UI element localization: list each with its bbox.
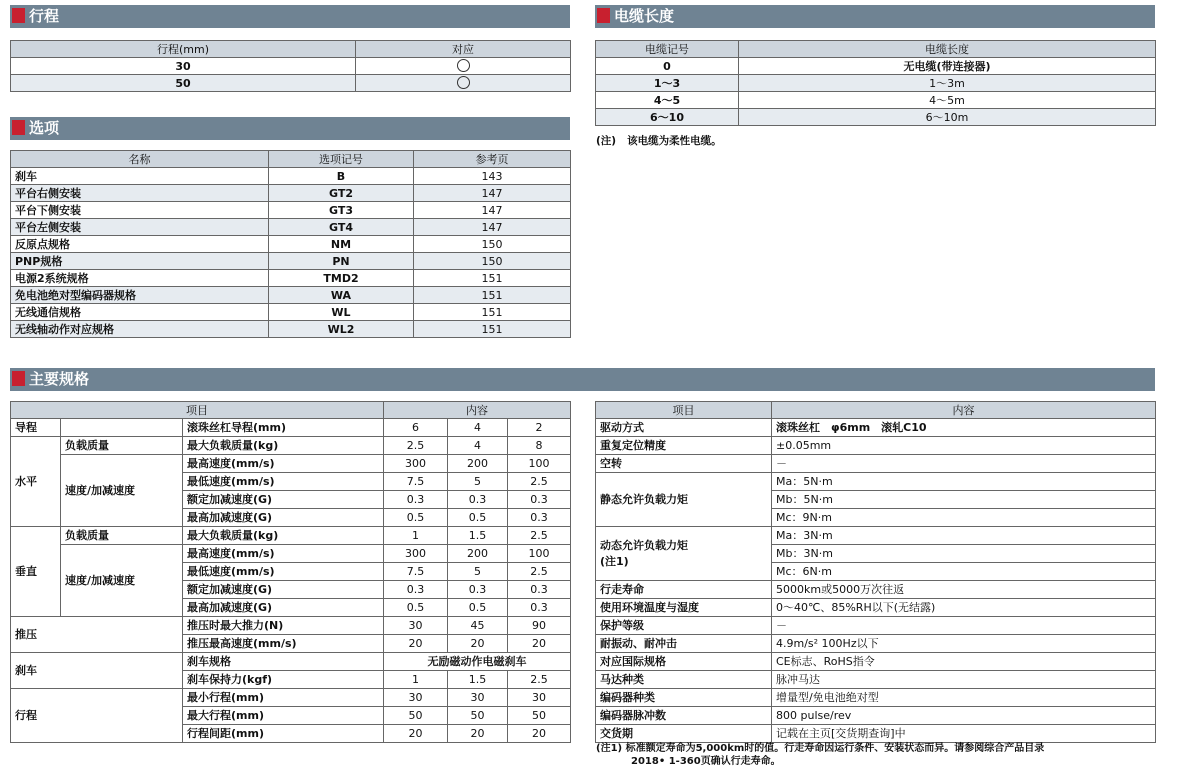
spec-item: 最高速度(mm/s) [183, 455, 384, 473]
spec-item: 重复定位精度 [596, 437, 772, 455]
spec-value: 800 pulse/rev [772, 707, 1156, 725]
spec-value: 1 [384, 527, 448, 545]
spec-item: 推压时最大推力(N) [183, 617, 384, 635]
spec-value: 20 [448, 725, 508, 743]
option-name: 无线轴动作对应规格 [11, 321, 269, 338]
spec-subgroup [61, 419, 183, 437]
spec-item: 驱动方式 [596, 419, 772, 437]
option-code: B [269, 168, 414, 185]
spec-value: 50 [384, 707, 448, 725]
spec-value: 20 [508, 635, 571, 653]
option-page: 150 [414, 253, 571, 270]
option-page: 151 [414, 304, 571, 321]
stroke-section-header: 行程 [10, 5, 570, 28]
spec-value: 0.3 [508, 599, 571, 617]
spec-item: 交货期 [596, 725, 772, 743]
red-square-icon [12, 371, 25, 386]
spec-value: 0.3 [448, 581, 508, 599]
dynamic-moment-label: 动态允许负载力矩 [600, 538, 688, 552]
option-page: 151 [414, 287, 571, 304]
option-name: 反原点规格 [11, 236, 269, 253]
option-name: 平台左侧安装 [11, 219, 269, 236]
spec-subgroup: 负载质量 [61, 527, 183, 545]
spec-value: 100 [508, 455, 571, 473]
spec-item-static-moment: 静态允许负载力矩 [596, 473, 772, 527]
spec-value: 50 [508, 707, 571, 725]
circle-icon [457, 59, 470, 72]
spec-value: 4.9m/s² 100Hz以下 [772, 635, 1156, 653]
option-name: 平台右侧安装 [11, 185, 269, 202]
spec-value: 2.5 [508, 473, 571, 491]
option-code: WA [269, 287, 414, 304]
spec-value: 8 [508, 437, 571, 455]
spec-subgroup-speed: 速度/加减速度 [61, 455, 183, 527]
spec-value: － [772, 617, 1156, 635]
stroke-value: 30 [11, 58, 356, 75]
dynamic-moment-note-ref: (注1) [600, 554, 629, 568]
specs-left-table [10, 401, 571, 743]
spec-value: 20 [508, 725, 571, 743]
specs-right-header-content: 内容 [772, 402, 1156, 419]
option-page: 147 [414, 202, 571, 219]
specs-left-header-content: 内容 [384, 402, 571, 419]
spec-group-vertical: 垂直 [11, 527, 61, 617]
option-name: 平台下侧安装 [11, 202, 269, 219]
stroke-support [356, 58, 571, 75]
option-name: PNP规格 [11, 253, 269, 270]
spec-value: 0.3 [384, 491, 448, 509]
spec-value: 200 [448, 545, 508, 563]
spec-value: Mc：6N·m [772, 563, 1156, 581]
spec-item: 推压最高速度(mm/s) [183, 635, 384, 653]
options-header-page: 参考页 [414, 151, 571, 168]
spec-value: 1 [384, 671, 448, 689]
cable-length: 6～10m [739, 109, 1156, 126]
cable-header-code: 电缆记号 [596, 41, 739, 58]
specs-right-table [595, 401, 1156, 743]
spec-item: 最低速度(mm/s) [183, 563, 384, 581]
spec-value: 200 [448, 455, 508, 473]
specs-note [596, 742, 1044, 768]
spec-item: 最大负载质量(kg) [183, 437, 384, 455]
spec-value: Ma：3N·m [772, 527, 1156, 545]
spec-item: 最高加减速度(G) [183, 509, 384, 527]
cable-code: 4～5 [596, 92, 739, 109]
spec-item: 行程间距(mm) [183, 725, 384, 743]
spec-value: 0.3 [508, 509, 571, 527]
spec-value: 5 [448, 563, 508, 581]
spec-value: ±0.05mm [772, 437, 1156, 455]
spec-value: 4 [448, 419, 508, 437]
spec-item: 最高加减速度(G) [183, 599, 384, 617]
spec-value: 30 [508, 689, 571, 707]
spec-value: 增量型/免电池绝对型 [772, 689, 1156, 707]
spec-item: 滚珠丝杠导程(mm) [183, 419, 384, 437]
red-square-icon [597, 8, 610, 23]
spec-item: 保护等级 [596, 617, 772, 635]
spec-value: 7.5 [384, 563, 448, 581]
spec-value-brake-type: 无励磁动作电磁刹车 [384, 653, 571, 671]
specs-note-line2: 2018• 1-360页确认行走寿命。 [631, 756, 781, 767]
spec-item: 最高速度(mm/s) [183, 545, 384, 563]
spec-subgroup-speed: 速度/加减速度 [61, 545, 183, 617]
spec-group-horizontal: 水平 [11, 437, 61, 527]
spec-value: 2.5 [508, 563, 571, 581]
spec-value: 0.5 [384, 599, 448, 617]
option-page: 151 [414, 270, 571, 287]
spec-value: 0.5 [448, 599, 508, 617]
spec-item: 耐振动、耐冲击 [596, 635, 772, 653]
specs-left-header-item: 项目 [11, 402, 384, 419]
spec-value: 1.5 [448, 671, 508, 689]
spec-value: 0.3 [508, 491, 571, 509]
spec-value: 5000km或5000万次往返 [772, 581, 1156, 599]
spec-value: 2.5 [508, 671, 571, 689]
options-section-header: 选项 [10, 117, 570, 140]
spec-item: 编码器种类 [596, 689, 772, 707]
spec-value: Mb：3N·m [772, 545, 1156, 563]
spec-value: 20 [384, 725, 448, 743]
cable-code: 0 [596, 58, 739, 75]
spec-group-push: 推压 [11, 617, 183, 653]
spec-value: 300 [384, 545, 448, 563]
spec-item: 额定加减速度(G) [183, 491, 384, 509]
spec-item-dynamic-moment [596, 527, 772, 581]
spec-item: 空转 [596, 455, 772, 473]
spec-value: 100 [508, 545, 571, 563]
spec-value: 0～40℃、85%RH以下(无结露) [772, 599, 1156, 617]
option-code: WL [269, 304, 414, 321]
specs-section-header: 主要规格 [10, 368, 1155, 391]
options-header-code: 选项记号 [269, 151, 414, 168]
cable-note: (注) 该电缆为柔性电缆。 [596, 135, 722, 147]
option-page: 147 [414, 219, 571, 236]
spec-value: 6 [384, 419, 448, 437]
cable-section-header: 电缆长度 [595, 5, 1155, 28]
stroke-header-support: 对应 [356, 41, 571, 58]
spec-value: 2 [508, 419, 571, 437]
option-page: 151 [414, 321, 571, 338]
option-code: TMD2 [269, 270, 414, 287]
spec-subgroup: 负载质量 [61, 437, 183, 455]
spec-group: 导程 [11, 419, 61, 437]
spec-value: 0.3 [508, 581, 571, 599]
spec-value: 5 [448, 473, 508, 491]
spec-value: 0.3 [384, 581, 448, 599]
spec-item: 最大负载质量(kg) [183, 527, 384, 545]
spec-value: － [772, 455, 1156, 473]
spec-item: 最小行程(mm) [183, 689, 384, 707]
spec-item: 行走寿命 [596, 581, 772, 599]
specs-note-line1: (注1) 标准额定寿命为5,000km时的值。行走寿命因运行条件、安装状态而异。请参阅综合产品目录 [596, 743, 1045, 754]
cable-code: 6～10 [596, 109, 739, 126]
spec-value: 30 [384, 689, 448, 707]
option-name: 刹车 [11, 168, 269, 185]
spec-value: 0.3 [448, 491, 508, 509]
options-table [10, 150, 571, 338]
options-header-name: 名称 [11, 151, 269, 168]
stroke-support [356, 75, 571, 92]
option-page: 143 [414, 168, 571, 185]
option-name: 无线通信规格 [11, 304, 269, 321]
option-code: PN [269, 253, 414, 270]
spec-item: 使用环境温度与湿度 [596, 599, 772, 617]
spec-value: Mb：5N·m [772, 491, 1156, 509]
spec-item: 额定加减速度(G) [183, 581, 384, 599]
spec-value: 1.5 [448, 527, 508, 545]
stroke-header-mm: 行程(mm) [11, 41, 356, 58]
red-square-icon [12, 120, 25, 135]
spec-item: 刹车保持力(kgf) [183, 671, 384, 689]
spec-value: 50 [448, 707, 508, 725]
spec-item: 对应国际规格 [596, 653, 772, 671]
spec-value: 20 [448, 635, 508, 653]
option-name: 免电池绝对型编码器规格 [11, 287, 269, 304]
stroke-table [10, 40, 571, 92]
cable-length: 无电缆(带连接器) [739, 58, 1156, 75]
spec-value: Mc：9N·m [772, 509, 1156, 527]
spec-item: 刹车规格 [183, 653, 384, 671]
cable-table [595, 40, 1156, 126]
option-code: GT4 [269, 219, 414, 236]
spec-item: 最大行程(mm) [183, 707, 384, 725]
spec-value: 4 [448, 437, 508, 455]
option-code: GT3 [269, 202, 414, 219]
option-name: 电源2系统规格 [11, 270, 269, 287]
option-page: 147 [414, 185, 571, 202]
option-code: GT2 [269, 185, 414, 202]
specs-right-header-item: 项目 [596, 402, 772, 419]
spec-value: 90 [508, 617, 571, 635]
cable-header-length: 电缆长度 [739, 41, 1156, 58]
option-code: WL2 [269, 321, 414, 338]
red-square-icon [12, 8, 25, 23]
option-page: 150 [414, 236, 571, 253]
spec-value: 2.5 [508, 527, 571, 545]
spec-item: 编码器脉冲数 [596, 707, 772, 725]
spec-value: 300 [384, 455, 448, 473]
spec-value: 20 [384, 635, 448, 653]
spec-value: 记载在主页[交货期查询]中 [772, 725, 1156, 743]
stroke-value: 50 [11, 75, 356, 92]
spec-value: 30 [448, 689, 508, 707]
spec-value: 0.5 [384, 509, 448, 527]
spec-group-stroke: 行程 [11, 689, 183, 743]
spec-value: 30 [384, 617, 448, 635]
spec-group-brake: 刹车 [11, 653, 183, 689]
spec-value: 2.5 [384, 437, 448, 455]
circle-icon [457, 76, 470, 89]
spec-item: 最低速度(mm/s) [183, 473, 384, 491]
spec-item: 马达种类 [596, 671, 772, 689]
spec-value: 脉冲马达 [772, 671, 1156, 689]
spec-value: 7.5 [384, 473, 448, 491]
spec-value: Ma：5N·m [772, 473, 1156, 491]
option-code: NM [269, 236, 414, 253]
cable-length: 4～5m [739, 92, 1156, 109]
cable-length: 1～3m [739, 75, 1156, 92]
spec-value: 0.5 [448, 509, 508, 527]
cable-code: 1～3 [596, 75, 739, 92]
spec-value: 滚珠丝杠 φ6mm 滚轧C10 [772, 419, 1156, 437]
spec-value: 45 [448, 617, 508, 635]
spec-value: CE标志、RoHS指令 [772, 653, 1156, 671]
